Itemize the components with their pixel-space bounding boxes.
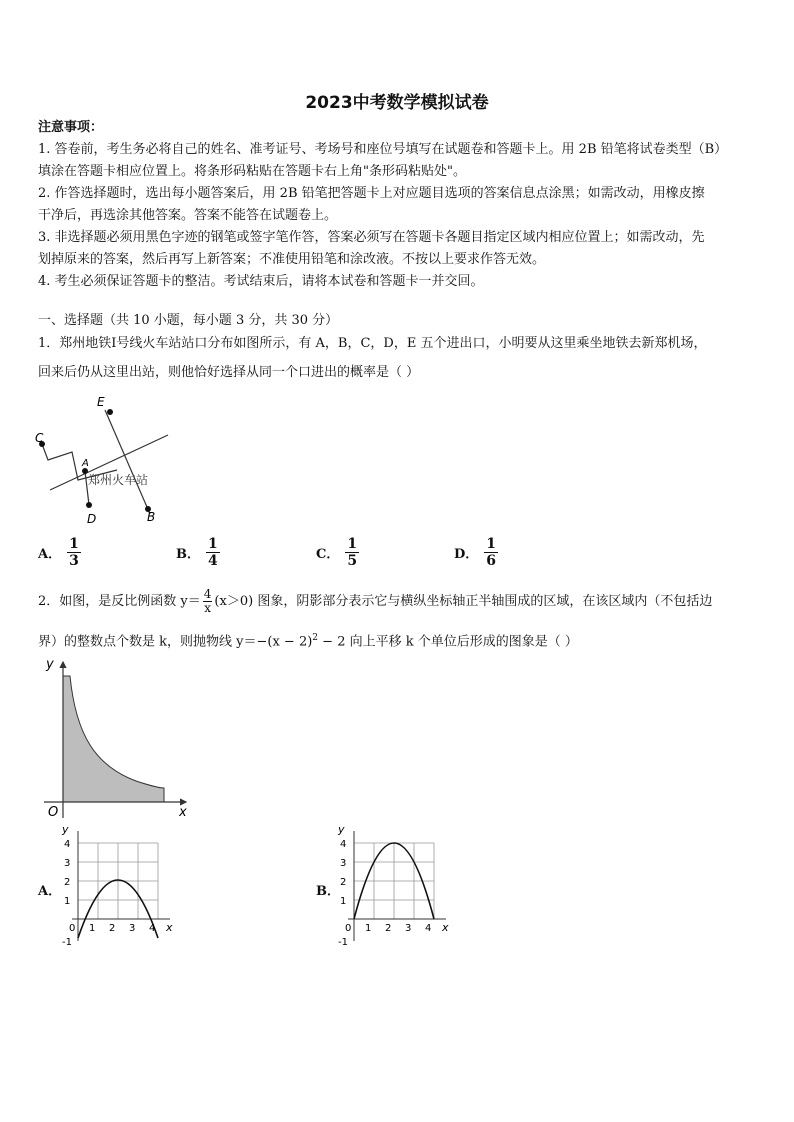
question-1-line: 回来后仍从这里出站，则他恰好选择从同一个口进出的概率是（ ） bbox=[38, 365, 420, 380]
option-b-label[interactable]: B． bbox=[316, 884, 340, 899]
y-tick: 3 bbox=[64, 858, 71, 869]
y-axis-label: y bbox=[338, 823, 345, 836]
numerator: 4 bbox=[203, 587, 212, 601]
x-tick: 4 bbox=[149, 923, 156, 934]
denominator: 5 bbox=[347, 553, 358, 569]
x-axis-label: x bbox=[166, 921, 173, 934]
q2-text: 2．如图，是反比例函数 bbox=[38, 594, 177, 609]
parabola-eq: y＝−(x − 2) bbox=[236, 634, 313, 650]
hyperbola-graph bbox=[36, 656, 196, 821]
x-tick: 2 bbox=[109, 923, 116, 934]
y-tick: 1 bbox=[64, 896, 71, 907]
denominator: x bbox=[204, 601, 211, 615]
y-tick: -1 bbox=[62, 937, 72, 948]
x-tick: 0 bbox=[345, 923, 352, 934]
y-tick: 4 bbox=[340, 839, 347, 850]
numerator: 1 bbox=[208, 536, 218, 552]
denominator: 4 bbox=[208, 553, 218, 569]
label-c: C bbox=[35, 431, 44, 445]
x-axis-label: x bbox=[442, 921, 449, 934]
fraction bbox=[67, 536, 81, 569]
fraction bbox=[345, 536, 359, 569]
notice-line: 4. 考生必须保证答题卡的整洁。考试结束后，请将本试卷和答题卡一并交回。 bbox=[38, 274, 484, 289]
x-tick: 3 bbox=[405, 923, 412, 934]
y-axis-label: y bbox=[46, 657, 54, 672]
station-label: 郑州火车站 bbox=[88, 473, 149, 487]
origin-label: O bbox=[48, 805, 59, 820]
question-2-line bbox=[38, 588, 712, 615]
numerator: 1 bbox=[69, 536, 79, 552]
shaded-region bbox=[63, 676, 164, 802]
notice-heading: 注意事项： bbox=[38, 120, 104, 135]
option-a[interactable] bbox=[38, 536, 81, 569]
notice-line: 3. 非选择题必须用黑色字迹的钢笔或签字笔作答，答案必须写在答题卡各题目指定区域内相应位置上；如需改动，先 bbox=[38, 230, 705, 245]
label-a: A bbox=[82, 458, 89, 469]
numerator: 1 bbox=[347, 536, 358, 552]
page-title: 2023中考数学模拟试卷 bbox=[305, 93, 489, 113]
option-label: A． bbox=[38, 547, 62, 562]
inline-fraction bbox=[203, 588, 213, 615]
notice-line: 填涂在答题卡相应位置上。将条形码粘贴在答题卡右上角"条形码粘贴处"。 bbox=[38, 164, 466, 179]
y-tick: 1 bbox=[340, 896, 347, 907]
fraction bbox=[484, 536, 498, 569]
option-label: B． bbox=[176, 547, 200, 562]
numerator: 1 bbox=[486, 536, 497, 552]
option-b[interactable] bbox=[176, 536, 220, 569]
option-d[interactable] bbox=[454, 536, 498, 569]
x-tick: 1 bbox=[365, 923, 372, 934]
x-tick: 4 bbox=[425, 923, 432, 934]
y-tick: 2 bbox=[340, 877, 347, 888]
eq-y: y＝ bbox=[180, 594, 201, 609]
label-d: D bbox=[87, 512, 97, 526]
question-2-line bbox=[38, 629, 578, 651]
notice-line: 1. 答卷前，考生务必将自己的姓名、准考证号、考场号和座位号填写在试题卷和答题卡上。用 2B 铅笔将试卷类型（B） bbox=[38, 142, 728, 157]
x-tick: 2 bbox=[385, 923, 392, 934]
q2-text: 图象，阴影部分表示它与横纵坐标轴正半轴围成的区域，在该区域内（不包括边 bbox=[257, 594, 713, 609]
q2-text: 界）的整数点个数是 k，则抛物线 bbox=[38, 634, 233, 650]
x-tick: 3 bbox=[129, 923, 136, 934]
option-c[interactable] bbox=[316, 536, 359, 569]
notice-line: 划掉原来的答案，然后再写上新答案；不准使用铅笔和涂改液。不按以上要求作答无效。 bbox=[38, 252, 546, 267]
parabola-tail: − 2 bbox=[318, 634, 346, 650]
label-b: B bbox=[147, 510, 156, 524]
q2-text: 向上平移 k 个单位后形成的图象是（ ） bbox=[349, 634, 578, 650]
x-tick: 1 bbox=[89, 923, 96, 934]
denominator: 6 bbox=[486, 553, 497, 569]
section-heading: 一、选择题（共 10 小题，每小题 3 分，共 30 分） bbox=[38, 313, 339, 328]
option-a-graph bbox=[58, 823, 178, 948]
path-e-b bbox=[105, 410, 150, 514]
y-tick: -1 bbox=[338, 937, 348, 948]
fraction bbox=[206, 536, 220, 569]
option-b-graph bbox=[334, 823, 454, 948]
notice-line: 干净后，再选涂其他答案。答案不能答在试题卷上。 bbox=[38, 208, 338, 223]
denominator: 3 bbox=[69, 553, 79, 569]
y-tick: 4 bbox=[64, 839, 71, 850]
x-tick: 0 bbox=[69, 923, 76, 934]
x-axis-label: x bbox=[179, 805, 187, 820]
option-a-label[interactable]: A． bbox=[38, 884, 62, 899]
label-e: E bbox=[97, 395, 105, 409]
option-label: D． bbox=[454, 547, 479, 562]
question-1-line: 1．郑州地铁Ⅰ号线火车站站口分布如图所示，有 A，B，C，D，E 五个进出口，小明要从这里乘坐地铁去新郑机场， bbox=[38, 336, 707, 351]
point-e bbox=[107, 409, 113, 415]
y-tick: 3 bbox=[340, 858, 347, 869]
y-axis-label: y bbox=[62, 823, 69, 836]
station-map-figure bbox=[30, 390, 180, 530]
exponent: 2 bbox=[312, 633, 319, 643]
option-label: C． bbox=[316, 547, 340, 562]
condition: (x＞0) bbox=[214, 594, 254, 609]
point-d bbox=[86, 502, 92, 508]
y-tick: 2 bbox=[64, 877, 71, 888]
notice-line: 2. 作答选择题时，选出每小题答案后，用 2B 铅笔把答题卡上对应题目选项的答案信息点涂黑；如需改动，用橡皮擦 bbox=[38, 186, 705, 201]
